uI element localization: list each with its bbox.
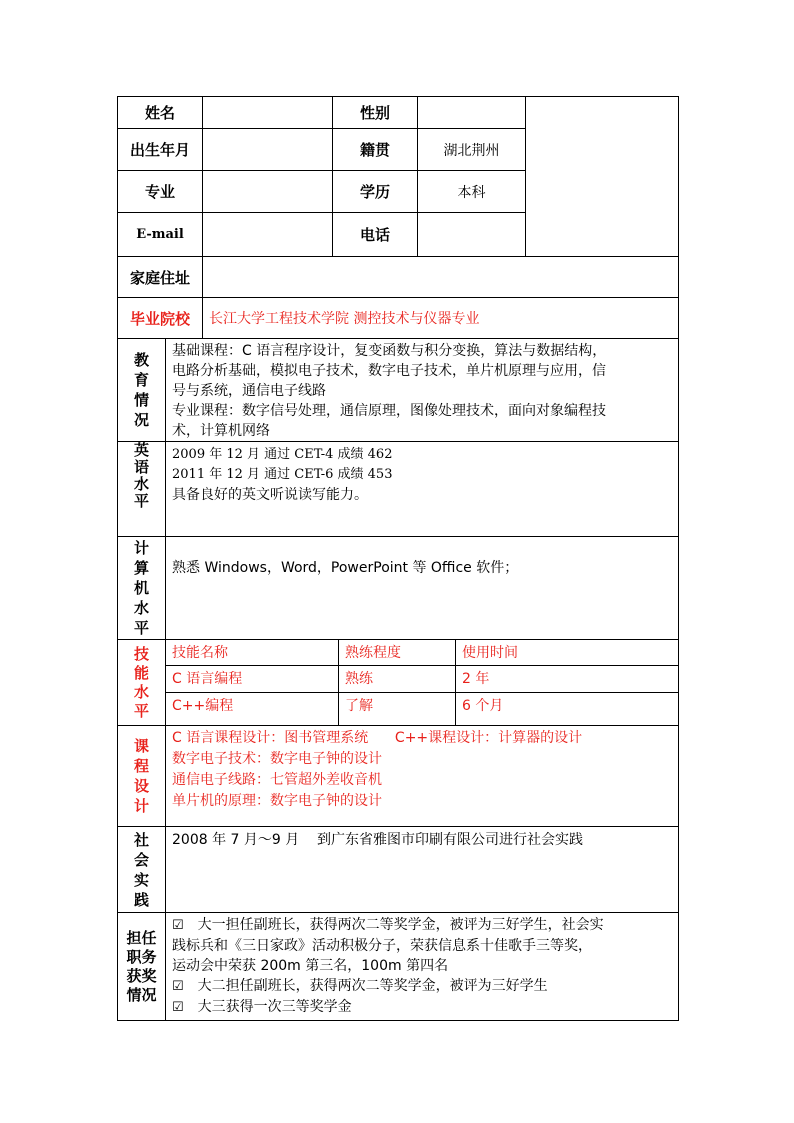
skills-row-level: 熟练 xyxy=(345,671,373,687)
education-line: 基础课程：C 语言程序设计，复变函数与积分变换，算法与数据结构， xyxy=(172,343,607,359)
education-line: 专业课程：数字信号处理，通信原理，图像处理技术，面向对象编程技 xyxy=(172,403,606,419)
english-label-char: 水 xyxy=(133,475,149,493)
english-line: 2011 年 12 月 通过 CET-6 成绩 453 xyxy=(172,467,393,482)
name-label: 姓名 xyxy=(144,104,175,122)
practice-label-char: 会 xyxy=(133,850,149,869)
address-value[interactable] xyxy=(203,257,678,297)
gender-label: 性别 xyxy=(359,104,390,122)
phone-value[interactable] xyxy=(418,213,525,256)
awards-label-line: 获奖 xyxy=(126,966,157,985)
awards-item-line: 大一担任副班长，获得两次二等奖学金，被评为三好学生，社会实 xyxy=(197,917,604,933)
computer-label-char: 算 xyxy=(133,559,149,577)
awards-label xyxy=(118,913,165,1020)
school-value: 长江大学工程技术学院 测控技术与仪器专业 xyxy=(209,311,480,327)
awards-item xyxy=(172,997,678,1018)
address-label: 家庭住址 xyxy=(129,268,190,287)
phone-label: 电话 xyxy=(359,226,390,244)
english-line: 具备良好的英文听说读写能力。 xyxy=(172,487,368,503)
education-label-char: 教 xyxy=(133,351,149,369)
skills-header-time: 使用时间 xyxy=(462,644,518,661)
course-design-content xyxy=(166,726,678,826)
native-value: 湖北荆州 xyxy=(443,142,500,159)
awards-item-text: 大三获得一次三等奖学金 xyxy=(197,999,352,1015)
english-label-char: 平 xyxy=(133,492,149,510)
practice-label-char: 践 xyxy=(133,890,149,909)
skills-label-char: 技 xyxy=(133,644,149,663)
practice-label-char: 实 xyxy=(133,870,149,889)
education-line: 术，计算机网络 xyxy=(172,423,270,439)
awards-item-text: 大二担任副班长，获得两次二等奖学金，被评为三好学生 xyxy=(197,978,548,994)
computer-label-char: 机 xyxy=(133,579,149,597)
course-design-label-char: 课 xyxy=(133,737,149,755)
education-line: 号与系统，通信电子线路 xyxy=(172,383,326,399)
practice-label xyxy=(118,827,165,912)
english-content xyxy=(166,442,678,536)
course-design-label xyxy=(118,726,165,826)
computer-label-char: 计 xyxy=(133,539,149,557)
english-label-char: 语 xyxy=(133,458,149,476)
course-design-line: 单片机的原理：数字电子钟的设计 xyxy=(172,793,382,809)
education-level-label: 学历 xyxy=(359,183,390,201)
skills-header-name: 技能名称 xyxy=(172,644,228,661)
photo-area xyxy=(526,97,678,256)
course-design-line: 数字电子技术：数字电子钟的设计 xyxy=(172,751,382,767)
skills-row-level: 了解 xyxy=(345,698,373,714)
education-content xyxy=(166,339,678,441)
awards-label-line: 情况 xyxy=(126,985,157,1004)
birth-label: 出生年月 xyxy=(129,141,190,159)
education-label xyxy=(118,339,165,441)
education-label-char: 况 xyxy=(133,411,149,429)
course-design-label-char: 程 xyxy=(133,757,149,775)
education-label-char: 育 xyxy=(133,371,149,389)
awards-label-line: 职务 xyxy=(126,947,157,966)
email-value[interactable] xyxy=(203,213,332,256)
native-label: 籍贯 xyxy=(359,141,390,159)
awards-item-line: 运动会中荣获 200m 第三名，100m 第四名 xyxy=(172,958,449,974)
checkbox-icon: ☑ xyxy=(172,979,184,994)
awards-item xyxy=(172,976,678,997)
computer-content: 熟悉 Windows，Word，PowerPoint 等 Office 软件； xyxy=(172,560,519,576)
computer-label-char: 平 xyxy=(133,619,149,637)
practice-content: 2008 年 7 月～9 月 到广东省雅图市印刷有限公司进行社会实践 xyxy=(172,832,584,848)
education-line: 电路分析基础，模拟电子技术，数字电子技术，单片机原理与应用，信 xyxy=(172,363,606,379)
skills-header-level: 熟练程度 xyxy=(345,644,401,661)
english-label xyxy=(118,442,165,536)
checkbox-icon: ☑ xyxy=(172,918,184,933)
awards-item-line: 践标兵和《三日家政》活动积极分子，荣获信息系十佳歌手三等奖， xyxy=(172,938,592,954)
course-design-label-char: 计 xyxy=(133,797,149,815)
skills-label-char: 平 xyxy=(133,701,149,720)
skills-label-char: 水 xyxy=(133,682,149,701)
major-label: 专业 xyxy=(144,183,175,201)
course-design-line: 通信电子线路：七管超外差收音机 xyxy=(172,772,382,788)
practice-label-char: 社 xyxy=(133,830,149,849)
skills-label xyxy=(118,640,165,725)
course-design-line: C 语言课程设计：图书管理系统 C++课程设计：计算器的设计 xyxy=(172,730,583,746)
major-value[interactable] xyxy=(203,171,332,212)
school-label: 毕业院校 xyxy=(129,309,190,328)
education-label-char: 情 xyxy=(133,391,149,409)
awards-label-line: 担任 xyxy=(126,928,157,947)
skills-row-time: 6 个月 xyxy=(462,698,504,714)
awards-content xyxy=(166,913,678,1020)
computer-label xyxy=(118,537,165,639)
course-design-label-char: 设 xyxy=(133,777,149,795)
english-label-char: 英 xyxy=(133,441,149,459)
english-line: 2009 年 12 月 通过 CET-4 成绩 462 xyxy=(172,447,393,462)
skills-row-name: C 语言编程 xyxy=(172,671,243,687)
birth-value[interactable] xyxy=(203,129,332,170)
computer-label-char: 水 xyxy=(133,599,149,617)
checkbox-icon: ☑ xyxy=(172,1000,184,1015)
education-level-value: 本科 xyxy=(457,184,486,201)
skills-row-name: C++编程 xyxy=(172,698,234,714)
gender-value[interactable] xyxy=(418,97,525,128)
email-label: E-mail xyxy=(136,227,184,242)
skills-label-char: 能 xyxy=(133,663,149,682)
skills-row-time: 2 年 xyxy=(462,671,490,687)
awards-item xyxy=(172,915,678,936)
name-value[interactable] xyxy=(203,97,332,128)
